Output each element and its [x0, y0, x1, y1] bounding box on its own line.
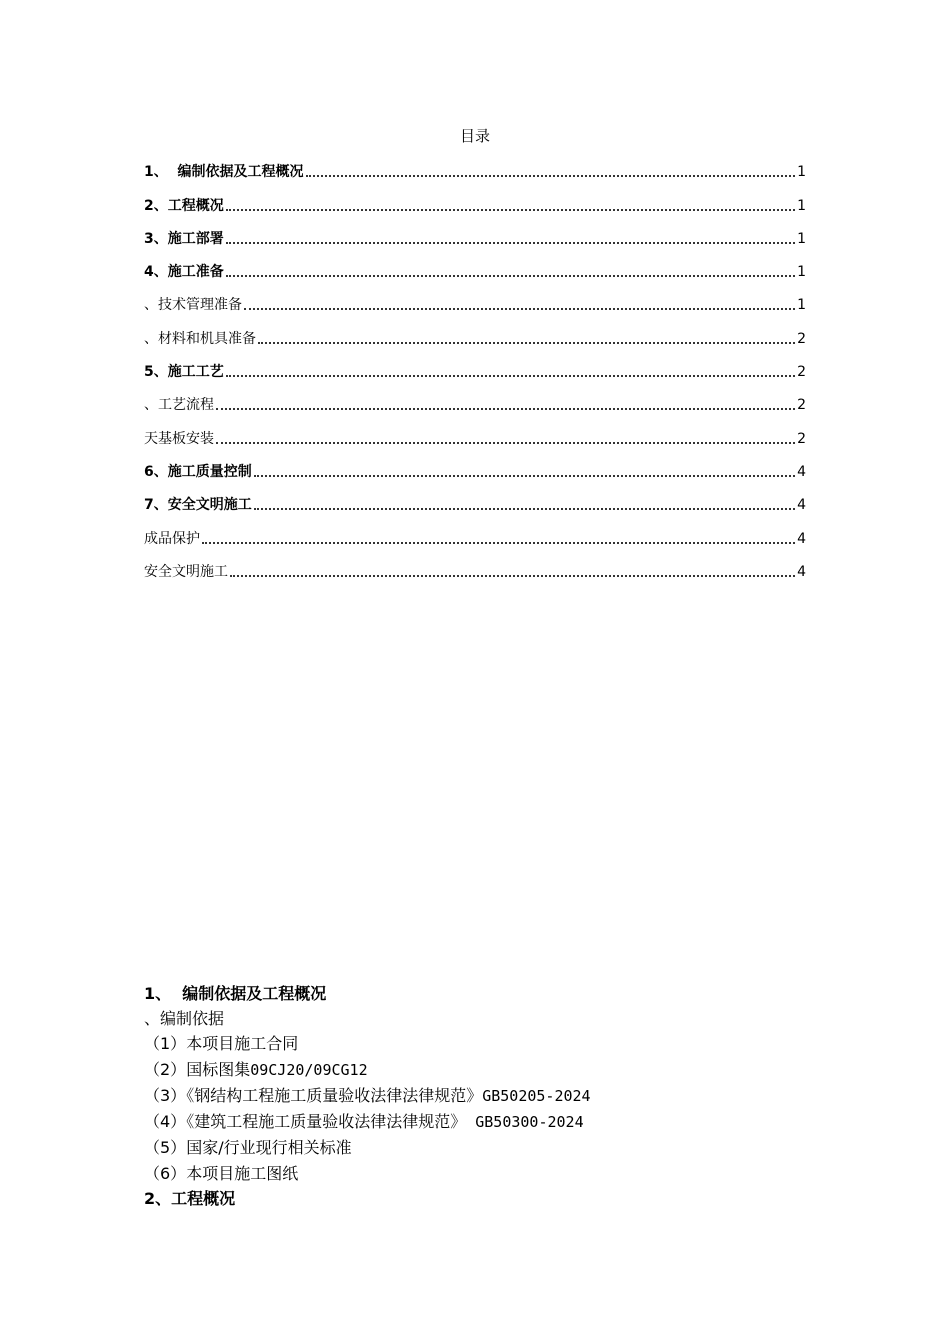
toc-entry[interactable]	[144, 414, 806, 447]
list-item-text: 本项目施工图纸	[186, 1164, 299, 1183]
toc-entry-text: 成品保护	[144, 530, 200, 547]
toc-entry-text: 、材料和机具准备	[144, 330, 256, 347]
toc-leader-dots	[226, 375, 795, 377]
list-item-text: 本项目施工合同	[186, 1034, 299, 1053]
toc-entry-text: 6、施工质量控制	[144, 463, 252, 480]
toc-page-number: 4	[797, 563, 806, 580]
toc-leader-dots	[226, 209, 795, 211]
toc-entry[interactable]	[144, 348, 806, 381]
list-item	[144, 1031, 824, 1057]
toc-leader-dots	[230, 575, 795, 577]
list-item-prefix: （2）	[144, 1060, 187, 1079]
toc-entry-text: 、工艺流程	[144, 397, 214, 414]
toc-page-number: 4	[797, 530, 806, 547]
toc-entry[interactable]	[144, 181, 806, 214]
toc-entry[interactable]	[144, 514, 806, 547]
toc-entry[interactable]	[144, 548, 806, 581]
toc-leader-dots	[216, 442, 795, 444]
toc-entry[interactable]	[144, 148, 806, 181]
section-heading-1: 1、 编制依据及工程概况	[144, 984, 327, 1003]
list-item-prefix: （5）	[144, 1138, 187, 1157]
list-item-text: 《钢结构工程施工质量验收法律法律规范》	[186, 1086, 483, 1105]
toc-entry[interactable]	[144, 381, 806, 414]
toc-page-number: 2	[797, 397, 806, 414]
toc-page-number: 1	[797, 164, 806, 181]
list-item-code: GB50205-2024	[482, 1087, 591, 1105]
list-item-prefix: （6）	[144, 1164, 187, 1183]
toc-entry-text: 、技术管理准备	[144, 297, 242, 314]
toc-page-number: 1	[797, 230, 806, 247]
toc-leader-dots	[258, 342, 795, 344]
toc-leader-dots	[226, 242, 795, 244]
toc-entry-text: 天基板安装	[144, 430, 214, 447]
toc-page-number: 2	[797, 330, 806, 347]
toc-entry[interactable]	[144, 248, 806, 281]
toc-entry[interactable]	[144, 448, 806, 481]
list-item-code: 09CJ20/09CG12	[250, 1061, 368, 1079]
list-item-code: GB50300-2024	[466, 1113, 584, 1131]
toc-page-number: 1	[797, 264, 806, 281]
toc-entry-text: 7、安全文明施工	[144, 497, 252, 514]
table-of-contents	[144, 148, 806, 581]
toc-entry[interactable]	[144, 215, 806, 248]
toc-entry-text: 2、工程概况	[144, 197, 224, 214]
list-item	[144, 1083, 824, 1109]
toc-leader-dots	[226, 275, 795, 277]
section-heading-2: 2、工程概况	[144, 1189, 236, 1208]
toc-page-number: 1	[797, 197, 806, 214]
toc-entry-text: 5、施工工艺	[144, 364, 224, 381]
toc-page-number: 4	[797, 497, 806, 514]
toc-page-number: 4	[797, 463, 806, 480]
toc-entry-text: 4、施工准备	[144, 264, 224, 281]
subsection-heading: 、编制依据	[144, 1009, 225, 1028]
list-item-prefix: （4）	[144, 1112, 187, 1131]
toc-page-number: 1	[797, 297, 806, 314]
list-item	[144, 1135, 824, 1161]
list-item	[144, 1161, 824, 1187]
toc-page-number: 2	[797, 430, 806, 447]
toc-entry-text: 3、施工部署	[144, 230, 224, 247]
toc-leader-dots	[254, 475, 795, 477]
list-item-text: 国标图集	[186, 1060, 251, 1079]
list-item-text: 《建筑工程施工质量验收法律法律规范》	[186, 1112, 467, 1131]
document-body	[144, 982, 824, 1211]
toc-entry[interactable]	[144, 281, 806, 314]
toc-leader-dots	[202, 542, 795, 544]
toc-entry[interactable]	[144, 481, 806, 514]
toc-entry[interactable]	[144, 314, 806, 347]
toc-leader-dots	[254, 508, 795, 510]
toc-leader-dots	[306, 175, 796, 177]
toc-leader-dots	[244, 308, 795, 310]
toc-entry-text: 安全文明施工	[144, 563, 228, 580]
toc-leader-dots	[216, 408, 795, 410]
list-item-prefix: （3）	[144, 1086, 187, 1105]
toc-page-number: 2	[797, 364, 806, 381]
toc-entry-text: 1、 编制依据及工程概况	[144, 164, 304, 181]
list-item-prefix: （1）	[144, 1034, 187, 1053]
list-item-text: 国家/行业现行相关标准	[186, 1138, 352, 1157]
list-item	[144, 1057, 824, 1083]
toc-title: 目录	[459, 127, 490, 145]
list-item	[144, 1109, 824, 1135]
